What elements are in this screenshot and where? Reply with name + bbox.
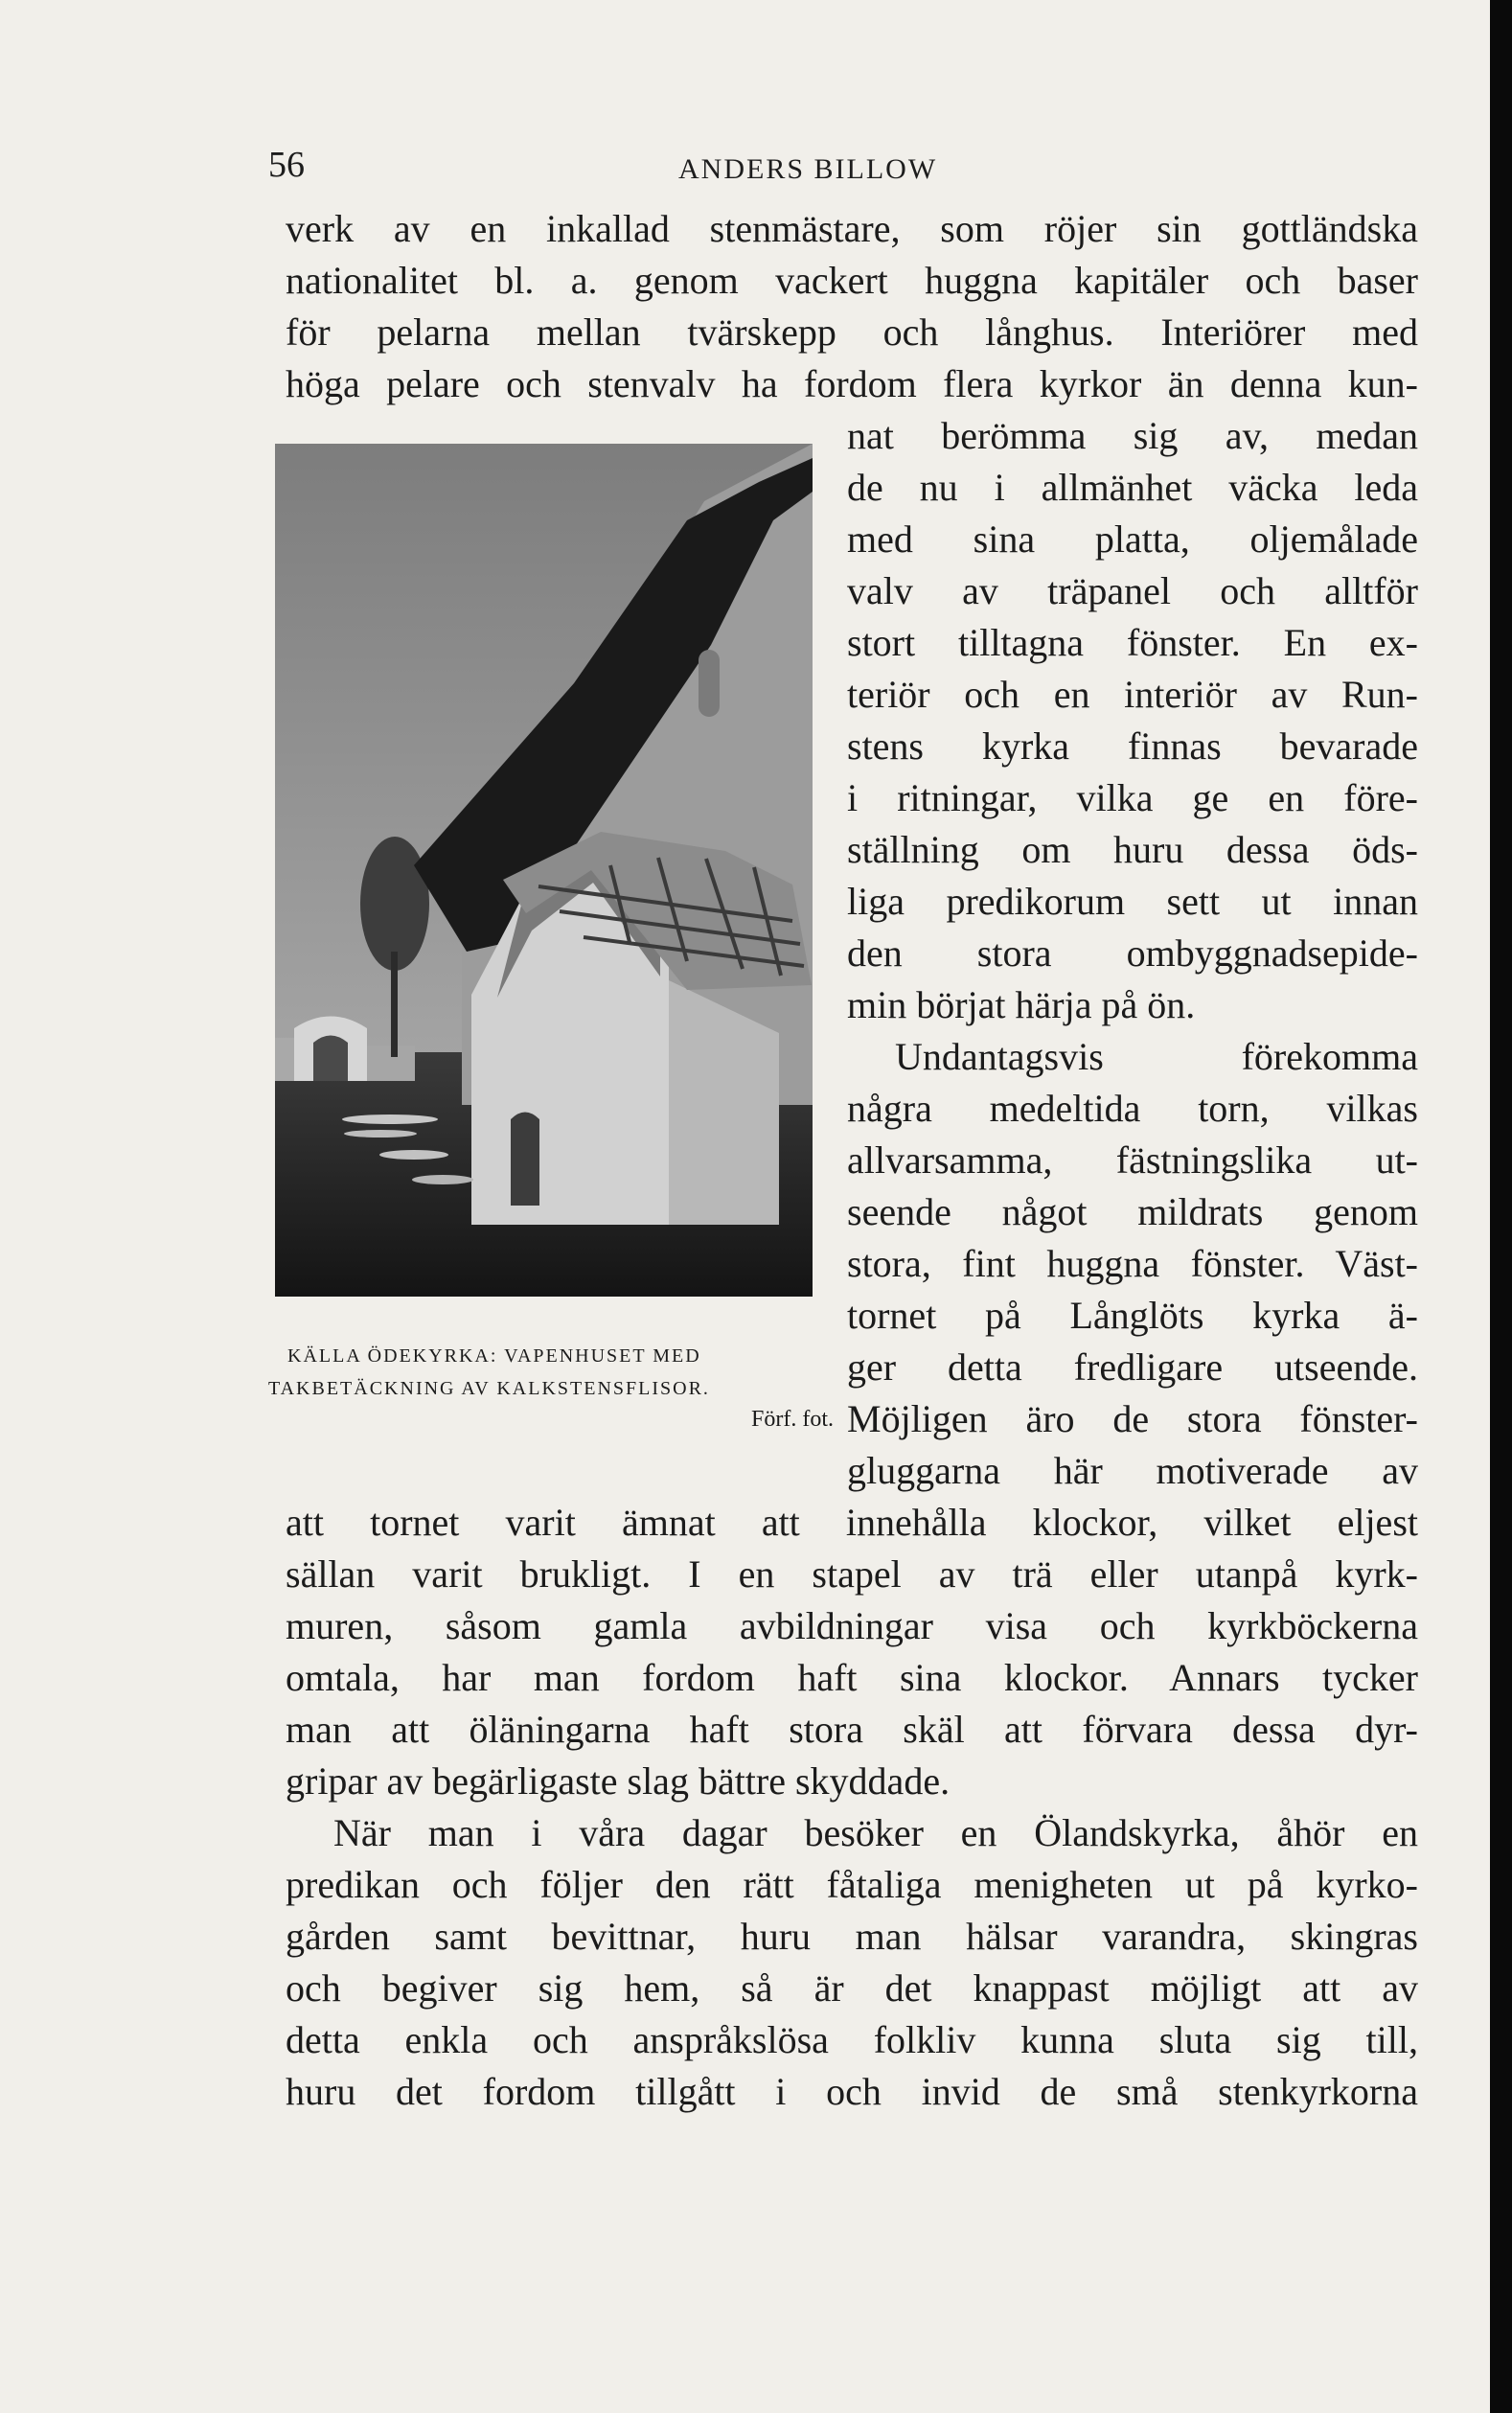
text-line: man att öläningarna haft stora skäl att förvara dessa dyr-: [286, 1708, 1418, 1751]
text-line: stort tilltagna fönster. En ex-: [847, 621, 1418, 664]
text-line: predikan och följer den rätt fåtaliga menigheten ut på kyrko-: [286, 1863, 1418, 1906]
church-photograph: [275, 444, 813, 1297]
text-line: gripar av begärligaste slag bättre skyddade.: [286, 1759, 951, 1803]
text-line: När man i våra dagar besöker en Ölandskyrka, åhör en: [333, 1811, 1418, 1854]
text-line: allvarsamma, fästningslika ut-: [847, 1138, 1418, 1182]
photo-credit: Förf. fot.: [751, 1407, 834, 1432]
text-line: detta enkla och anspråkslösa folkliv kunna sluta sig till,: [286, 2018, 1418, 2061]
text-line: höga pelare och stenvalv ha fordom flera kyrkor än denna kun-: [286, 362, 1418, 405]
page-number: 56: [268, 145, 305, 185]
running-head-author: ANDERS BILLOW: [678, 153, 938, 185]
text-line: huru det fordom tillgått i och invid de små stenkyrkorna: [286, 2070, 1418, 2113]
text-line: några medeltida torn, vilkas: [847, 1087, 1418, 1130]
text-line: med sina platta, oljemålade: [847, 517, 1418, 561]
text-line: teriör och en interiör av Run-: [847, 673, 1418, 716]
text-line: omtala, har man fordom haft sina klockor. Annars tycker: [286, 1656, 1418, 1699]
text-line: Undantagsvis förekomma: [895, 1035, 1418, 1078]
text-line: de nu i allmänhet väcka leda: [847, 466, 1418, 509]
text-line: stora, fint huggna fönster. Väst-: [847, 1242, 1418, 1285]
text-line: ställning om huru dessa öds-: [847, 828, 1418, 871]
text-line: gluggarna här motiverade av: [847, 1449, 1418, 1492]
text-line: gården samt bevittnar, huru man hälsar varandra, skingras: [286, 1915, 1418, 1958]
text-line: för pelarna mellan tvärskepp och långhus. Interiörer med: [286, 310, 1418, 354]
text-line: nationalitet bl. a. genom vackert huggna kapitäler och baser: [286, 259, 1418, 302]
text-line: seende något mildrats genom: [847, 1190, 1418, 1233]
text-line: tornet på Långlöts kyrka ä-: [847, 1294, 1418, 1337]
figure-caption-line: KÄLLA ÖDEKYRKA: VAPENHUSET MED: [287, 1345, 701, 1367]
text-line: nat berömma sig av, medan: [847, 414, 1418, 457]
text-line: Möjligen äro de stora fönster-: [847, 1397, 1418, 1440]
scan-edge: [1490, 0, 1512, 2413]
text-line: valv av träpanel och alltför: [847, 569, 1418, 612]
text-line: att tornet varit ämnat att innehålla klockor, vilket eljest: [286, 1501, 1418, 1544]
text-line: verk av en inkallad stenmästare, som röjer sin gottländska: [286, 207, 1418, 250]
text-line: i ritningar, vilka ge en före-: [847, 776, 1418, 819]
text-line: och begiver sig hem, så är det knappast möjligt att av: [286, 1966, 1418, 2010]
running-head: [0, 144, 1490, 192]
text-line: min börjat härja på ön.: [847, 983, 1196, 1026]
text-line: muren, såsom gamla avbildningar visa och kyrkböckerna: [286, 1604, 1418, 1647]
church-photograph-drawing: [275, 444, 813, 1297]
text-line: den stora ombyggnadsepide-: [847, 931, 1418, 975]
figure-caption-line: TAKBETÄCKNING AV KALKSTENSFLISOR.: [268, 1378, 710, 1399]
text-line: stens kyrka finnas bevarade: [847, 724, 1418, 768]
text-line: sällan varit brukligt. I en stapel av trä eller utanpå kyrk-: [286, 1552, 1418, 1596]
text-line: ger detta fredligare utseende.: [847, 1345, 1418, 1389]
text-line: liga predikorum sett ut innan: [847, 880, 1418, 923]
